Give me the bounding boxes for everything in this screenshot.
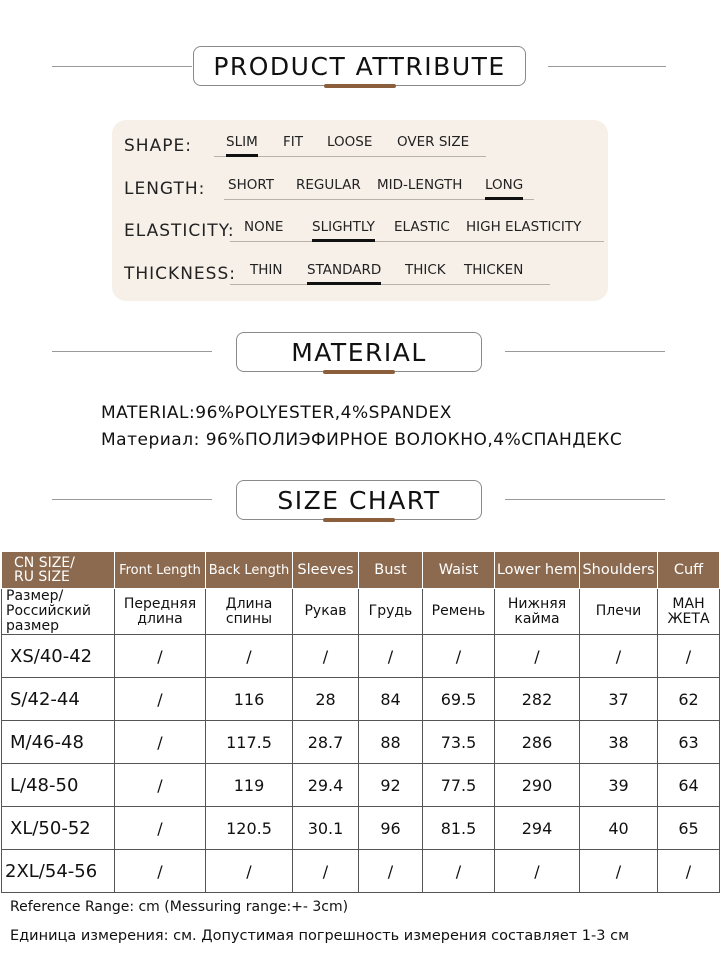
ru-header-line2: ЖЕТА [667,610,710,627]
attribute-option: MID-LENGTH [377,177,463,193]
divider-line [52,499,212,500]
table-cell: / [293,850,359,893]
attribute-label: THICKNESS: [124,264,236,284]
table-cell: / [658,635,720,678]
table-header-cell: Shoulders [580,552,658,589]
table-cell: 77.5 [423,764,495,807]
table-row-ru-headers [2,589,720,635]
table-cell [206,589,293,635]
table-row [2,850,720,893]
table-cell: / [495,635,580,678]
ru-header-line2: длина [137,610,183,627]
table-cell: 92 [359,764,423,807]
table-cell: 40 [580,807,658,850]
material-en [101,403,452,423]
table-cell: 28.7 [293,721,359,764]
table-cell: / [423,850,495,893]
table-cell: 62 [658,678,720,721]
table-cell: 117.5 [206,721,293,764]
table-row [2,721,720,764]
table-row [2,635,720,678]
attribute-label: SHAPE: [124,136,192,156]
table-cell [2,589,115,635]
footer-note-ru: Единица измерения: см. Допустимая погрешность измерения составляет 1-3 см [10,928,630,944]
attribute-option: ELASTIC [394,219,450,235]
divider-line [548,66,666,67]
table-row [2,764,720,807]
table-header-cell: Waist [423,552,495,589]
table-cell: 84 [359,678,423,721]
table-cell: 73.5 [423,721,495,764]
table-cell: 63 [658,721,720,764]
section-title-material [236,332,482,372]
table-header-cell: Bust [359,552,423,589]
table-cell: 38 [580,721,658,764]
table-cell: 28 [293,678,359,721]
table-cell: 65 [658,807,720,850]
table-cell: / [115,635,206,678]
section-title-text: MATERIAL [291,337,427,367]
attribute-label: ELASTICITY: [124,221,235,241]
table-cell: 29.4 [293,764,359,807]
attribute-option-selected: LONG [485,177,524,193]
attribute-row-shape [124,132,604,162]
table-cell [115,589,206,635]
table-header-cell: Lower hem [495,552,580,589]
table-cell [580,589,658,635]
ru-header-line2: кайма [514,610,560,627]
table-cell: / [359,850,423,893]
ru-header-line1: Ремень [431,603,486,619]
table-cell: / [359,635,423,678]
attribute-underline [230,284,550,285]
table-cell: / [658,850,720,893]
divider-line [52,66,192,67]
ru-header-line1: Грудь [368,603,413,619]
table-cell: 286 [495,721,580,764]
material-ru-label: Материал: [101,430,200,450]
table-cell: / [580,635,658,678]
table-cell-size: XL/50-52 [2,807,115,850]
table-cell: 290 [495,764,580,807]
ru-header-line1: Рукав [304,603,347,619]
table-cell: / [423,635,495,678]
section-title-text: SIZE CHART [277,485,441,515]
table-cell [359,589,423,635]
table-cell-size: XS/40-42 [2,635,115,678]
table-header-cell [2,552,115,589]
ru-header-line1: Длина [225,595,273,612]
table-header-row [2,552,720,589]
table-cell: 119 [206,764,293,807]
attribute-option-selected: SLIM [226,134,258,150]
table-cell: 116 [206,678,293,721]
table-cell-size: 2XL/54-56 [2,850,115,893]
attribute-row-elasticity [124,217,604,247]
ru-size-line1: Размер/ [6,588,64,604]
ru-header-line1: Нижняя [507,595,567,612]
attribute-panel [112,120,608,301]
attribute-option: OVER SIZE [397,134,470,150]
table-cell: / [206,850,293,893]
section-title-text: PRODUCT ATTRIBUTE [213,51,506,81]
attribute-row-length [124,175,604,205]
table-row [2,678,720,721]
divider-line [505,351,665,352]
attribute-option: NONE [244,219,284,235]
table-cell-size: L/48-50 [2,764,115,807]
table-cell: / [115,850,206,893]
table-cell: / [115,721,206,764]
table-header-cell: Cuff [658,552,720,589]
attribute-row-thickness [124,260,604,290]
table-cell: 120.5 [206,807,293,850]
ru-header-line2: спины [225,610,273,627]
footer-note-en: Reference Range: cm (Messuring range:+- 3cm) [10,899,349,915]
table-cell: 39 [580,764,658,807]
header-size-line2: RU SIZE [14,569,70,585]
attribute-underline [230,241,604,242]
attribute-option: THICKEN [464,262,524,278]
table-cell: 30.1 [293,807,359,850]
table-cell: / [293,635,359,678]
material-ru-value: 96%ПОЛИЭФИРНОЕ ВОЛОКНО,4%СПАНДЕКС [205,430,623,450]
table-header-cell: Sleeves [293,552,359,589]
table-cell: / [580,850,658,893]
attribute-option-selected: SLIGHTLY [312,219,375,235]
divider-line [52,351,212,352]
table-cell [658,589,720,635]
table-cell: 81.5 [423,807,495,850]
attribute-option: SHORT [228,177,274,193]
table-cell-size: S/42-44 [2,678,115,721]
table-header-cell: Front Length [115,552,206,589]
ru-size-line2: Российский [6,603,91,619]
attribute-option: THICK [405,262,446,278]
table-cell: / [115,764,206,807]
ru-header-line1: МАН [672,595,705,612]
attribute-option: LOOSE [327,134,373,150]
table-cell: / [115,807,206,850]
size-chart-table [1,551,720,893]
attribute-option: HIGH ELASTICITY [466,219,582,235]
table-header-cell: Back Length [206,552,293,589]
header-size-line1: CN SIZE/ [14,555,75,571]
table-cell: / [495,850,580,893]
table-cell: / [206,635,293,678]
table-cell: 294 [495,807,580,850]
material-ru [101,430,622,450]
ru-header-line1: Передняя [123,595,197,612]
table-cell [293,589,359,635]
material-en-value: 96%POLYESTER,4%SPANDEX [195,403,452,423]
table-cell: 69.5 [423,678,495,721]
table-cell [423,589,495,635]
table-cell: 96 [359,807,423,850]
divider-line [505,499,665,500]
material-en-label: MATERIAL: [101,403,196,423]
section-title-size-chart [236,480,482,520]
accent-bar [324,84,396,88]
accent-bar [323,518,395,522]
attribute-option: FIT [283,134,303,150]
ru-size-line3: размер [6,618,59,634]
table-cell: 64 [658,764,720,807]
table-cell: / [115,678,206,721]
table-cell: 37 [580,678,658,721]
accent-bar [323,370,395,374]
ru-header-line1: Плечи [595,603,642,619]
table-cell: 88 [359,721,423,764]
attribute-option-selected: STANDARD [307,262,382,278]
table-cell: 282 [495,678,580,721]
table-row [2,807,720,850]
table-cell [495,589,580,635]
table-cell-size: M/46-48 [2,721,115,764]
section-title-attribute [193,46,526,86]
attribute-option: THIN [250,262,283,278]
attribute-option: REGULAR [296,177,361,193]
attribute-label: LENGTH: [124,179,206,199]
